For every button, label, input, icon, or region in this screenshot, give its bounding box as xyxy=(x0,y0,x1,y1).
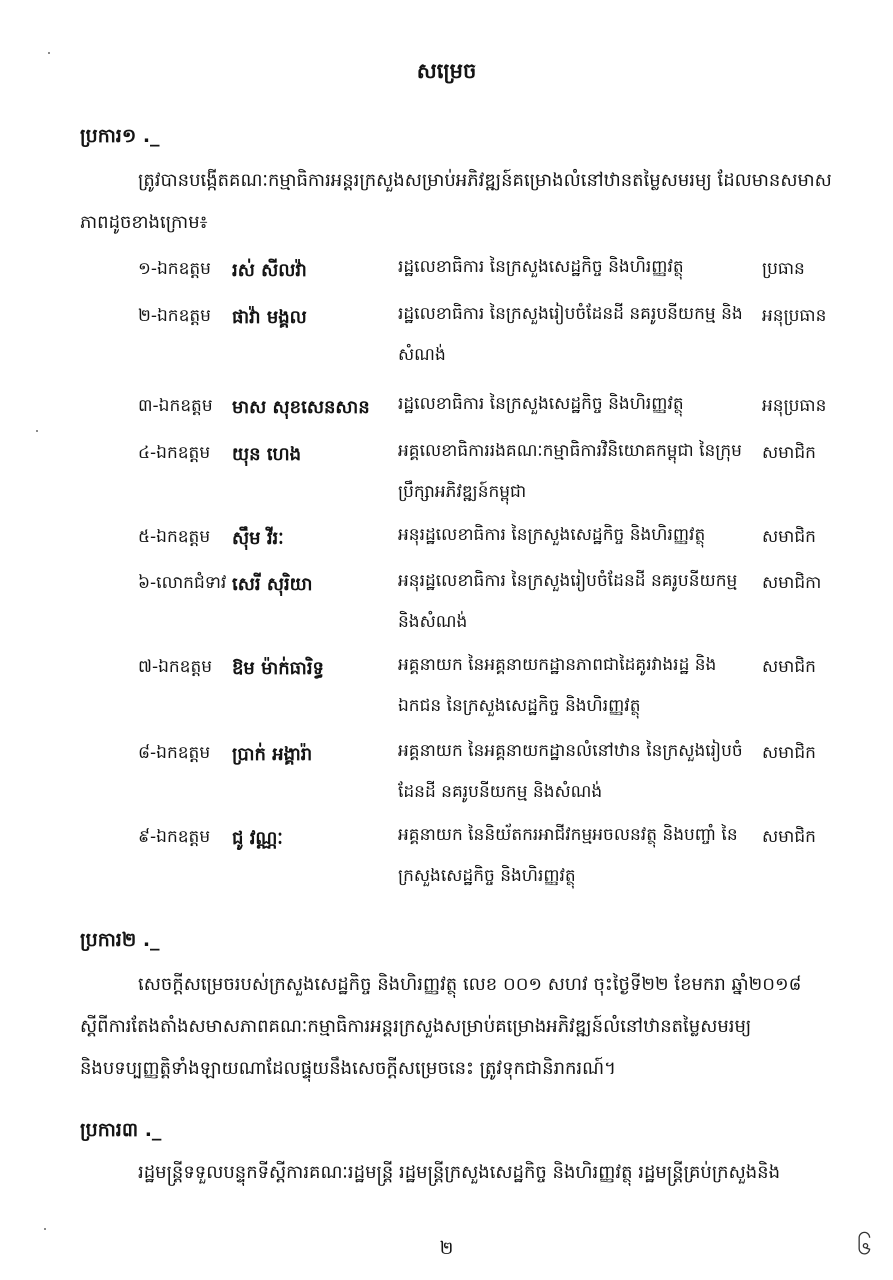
member-name: រស់ សីលវ៉ា xyxy=(232,260,307,281)
member-number: ៧-ឯកឧត្តម xyxy=(138,657,213,677)
member-position: រដ្ឋលេខាធិការ នៃក្រសួងរៀបចំដែនដី នគរូបនីយកម្ម និងសំណង់ xyxy=(398,304,743,365)
member-position: អនុរដ្ឋលេខាធិការ នៃក្រសួងរៀបចំដែនដី នគរូបនីយកម្ម និងសំណង់ xyxy=(398,571,738,632)
member-role: ប្រធាន xyxy=(762,259,805,279)
member-position: អគ្គនាយក នៃនិយ័តករអាជីវកម្មអចលនវត្ថុ និងបញ្ចាំ នៃក្រសួងសេដ្ឋកិច្ច និងហិរញ្ញវត្ថុ xyxy=(398,825,738,886)
member-role: សមាជិកា xyxy=(762,573,822,593)
member-role: សមាជិក xyxy=(762,527,816,547)
member-role: សមាជិក xyxy=(762,443,816,463)
handwritten-margin-mark: ၆ xyxy=(857,1231,872,1261)
page-number: ២ xyxy=(439,1238,454,1259)
article-2-text: សេចក្តីសម្រេចរបស់ក្រសួងសេដ្ឋកិច្ច និងហិរញ្ញវត្ថុ លេខ ០០១ សហវ ចុះថ្ងៃទី២២ ខែមករា ឆ្នាំ២០១៨ ស្តីពីការតែងតាំងសមាសភាពគណៈកម្មាធិការអន្តរក្រសួងសម្រាប់គម្រោងអភិវឌ្ឍន៍លំនៅឋានតម្លៃសមរម្យ និងបទប្បញ្ញត្តិទាំងឡាយណាដែលផ្ទុយនឹងសេចក្តីសម្រេចនេះ ត្រូវទុកជានិរាករណ៍។ xyxy=(80,974,802,1079)
member-position: អនុរដ្ឋលេខាធិការ នៃក្រសួងសេដ្ឋកិច្ច និងហិរញ្ញវត្ថុ xyxy=(398,525,706,545)
member-position: អគ្គនាយក នៃអគ្គនាយកដ្ឋានលំនៅឋាន នៃក្រសួងរៀបចំដែនដី នគរូបនីយកម្ម និងសំណង់ xyxy=(398,741,743,802)
member-number: ៤-ឯកឧត្តម xyxy=(138,443,211,463)
member-position: រដ្ឋលេខាធិការ នៃក្រសួងសេដ្ឋកិច្ច និងហិរញ្ញវត្ថុ xyxy=(398,257,684,277)
member-role: សមាជិក xyxy=(762,827,816,847)
member-number: ៥-ឯកឧត្តម xyxy=(138,527,211,547)
member-name: ជូ វណ្ណៈ xyxy=(232,828,283,849)
article-1-text: ត្រូវបានបង្កើតគណៈកម្មាធិការអន្តរក្រសួងសម្រាប់អភិវឌ្ឍន៍គម្រោងលំនៅឋានតម្លៃសមរម្យ ដែលមានសមាសភាពដូចខាងក្រោម៖ xyxy=(80,170,832,233)
scan-speck xyxy=(48,52,50,54)
scan-speck xyxy=(36,430,38,432)
member-role: អនុប្រធាន xyxy=(762,396,827,416)
article-3-title: ប្រការ៣ ._ xyxy=(80,1119,162,1141)
member-number: ៩-ឯកឧត្តម xyxy=(138,827,211,847)
member-number: ៦-លោកជំទាវ xyxy=(138,573,227,593)
member-name: មាស សុខសេនសាន xyxy=(232,397,370,418)
article-3-text: រដ្ឋមន្ត្រីទទួលបន្ទុកទីស្តីការគណៈរដ្ឋមន្ត្រី រដ្ឋមន្ត្រីក្រសួងសេដ្ឋកិច្ច និងហិរញ្ញវត្ថុ រដ្ឋមន្ត្រីគ្រប់ក្រសួងនិង xyxy=(138,1162,781,1183)
member-position: អគ្គនាយក នៃអគ្គនាយកដ្ឋានភាពជាដៃគូរវាងរដ្ឋ និងឯកជន នៃក្រសួងសេដ្ឋកិច្ច និងហិរញ្ញវត្ថុ xyxy=(398,655,717,716)
member-number: ៨-ឯកឧត្តម xyxy=(138,743,211,763)
member-role: សមាជិក xyxy=(762,657,816,677)
article-1-title: ប្រការ១ ._ xyxy=(80,125,160,147)
member-name: ប្រាក់ អង្គារ៉ា xyxy=(232,744,313,765)
member-number: ២-ឯកឧត្តម xyxy=(138,306,211,326)
member-role: សមាជិក xyxy=(762,743,816,763)
member-role: អនុប្រធាន xyxy=(762,306,827,326)
member-name: យុន ហេង xyxy=(232,444,302,465)
member-number: ៣-ឯកឧត្តម xyxy=(138,396,213,416)
scan-speck xyxy=(44,1228,46,1230)
member-position: រដ្ឋលេខាធិការ នៃក្រសួងសេដ្ឋកិច្ច និងហិរញ្ញវត្ថុ xyxy=(398,394,684,414)
document-heading: សម្រេច xyxy=(416,59,477,83)
member-name: សេរី សុរិយា xyxy=(232,574,313,595)
member-position: អគ្គលេខាធិការរងគណៈកម្មាធិការវិនិយោគកម្ពុជា នៃក្រុមប្រឹក្សាអភិវឌ្ឍន៍កម្ពុជា xyxy=(398,441,742,502)
article-2-title: ប្រការ២ ._ xyxy=(80,929,160,951)
member-name: ផាវ៉ា មង្គល xyxy=(232,307,307,328)
member-name: ស៊ឹម វីរៈ xyxy=(232,528,284,549)
member-number: ១-ឯកឧត្តម xyxy=(138,259,211,279)
member-name: ឱម ម៉ាក់ធារិទ្ធ xyxy=(232,658,324,679)
